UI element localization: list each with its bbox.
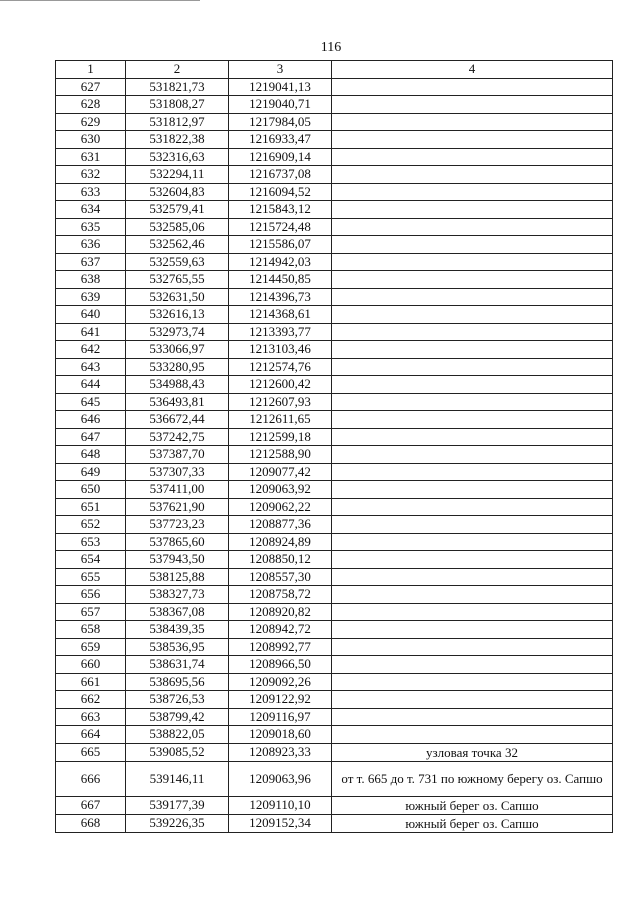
point-number-cell: 654 [56, 551, 126, 569]
table-row [56, 691, 613, 709]
x-coordinate-cell: 537242,75 [126, 428, 229, 446]
x-coordinate-cell: 538631,74 [126, 656, 229, 674]
y-coordinate-cell: 1208557,30 [229, 568, 332, 586]
x-coordinate-cell: 539177,39 [126, 796, 229, 814]
x-coordinate-cell: 532294,11 [126, 166, 229, 184]
table-row [56, 131, 613, 149]
y-coordinate-cell: 1208850,12 [229, 551, 332, 569]
x-coordinate-cell: 538439,35 [126, 621, 229, 639]
table-row [56, 796, 613, 814]
y-coordinate-cell: 1213103,46 [229, 341, 332, 359]
x-coordinate-cell: 532585,06 [126, 218, 229, 236]
x-coordinate-cell: 532604,83 [126, 183, 229, 201]
point-number-cell: 635 [56, 218, 126, 236]
y-coordinate-cell: 1212607,93 [229, 393, 332, 411]
table-row [56, 148, 613, 166]
x-coordinate-cell: 538536,95 [126, 638, 229, 656]
y-coordinate-cell: 1209063,92 [229, 481, 332, 499]
point-number-cell: 653 [56, 533, 126, 551]
description-cell [332, 673, 613, 691]
y-coordinate-cell: 1209122,92 [229, 691, 332, 709]
description-cell [332, 428, 613, 446]
x-coordinate-cell: 532559,63 [126, 253, 229, 271]
y-coordinate-cell: 1214942,03 [229, 253, 332, 271]
x-coordinate-cell: 532616,13 [126, 306, 229, 324]
x-coordinate-cell: 538327,73 [126, 586, 229, 604]
point-number-cell: 645 [56, 393, 126, 411]
y-coordinate-cell: 1217984,05 [229, 113, 332, 131]
top-edge-mark [0, 0, 200, 4]
description-cell [332, 393, 613, 411]
coordinates-table [55, 60, 613, 833]
y-coordinate-cell: 1209152,34 [229, 814, 332, 832]
point-number-cell: 666 [56, 761, 126, 796]
description-cell: от т. 665 до т. 731 по южному берегу оз. Сапшо [332, 761, 613, 796]
y-coordinate-cell: 1208920,82 [229, 603, 332, 621]
table-row [56, 341, 613, 359]
x-coordinate-cell: 531822,38 [126, 131, 229, 149]
y-coordinate-cell: 1216909,14 [229, 148, 332, 166]
y-coordinate-cell: 1209110,10 [229, 796, 332, 814]
x-coordinate-cell: 537865,60 [126, 533, 229, 551]
point-number-cell: 662 [56, 691, 126, 709]
description-cell [332, 411, 613, 429]
table-row [56, 218, 613, 236]
y-coordinate-cell: 1219041,13 [229, 78, 332, 96]
description-cell [332, 183, 613, 201]
point-number-cell: 663 [56, 708, 126, 726]
description-cell [332, 551, 613, 569]
table-row [56, 183, 613, 201]
y-coordinate-cell: 1208966,50 [229, 656, 332, 674]
description-cell [332, 603, 613, 621]
table-row [56, 393, 613, 411]
table-row [56, 166, 613, 184]
x-coordinate-cell: 532765,55 [126, 271, 229, 289]
point-number-cell: 651 [56, 498, 126, 516]
y-coordinate-cell: 1216737,08 [229, 166, 332, 184]
table-row [56, 376, 613, 394]
point-number-cell: 655 [56, 568, 126, 586]
description-cell [332, 271, 613, 289]
table-row [56, 201, 613, 219]
x-coordinate-cell: 532973,74 [126, 323, 229, 341]
table-row [56, 323, 613, 341]
description-cell [332, 358, 613, 376]
table-row [56, 253, 613, 271]
point-number-cell: 631 [56, 148, 126, 166]
description-cell [332, 621, 613, 639]
y-coordinate-cell: 1216933,47 [229, 131, 332, 149]
description-cell [332, 691, 613, 709]
x-coordinate-cell: 533280,95 [126, 358, 229, 376]
y-coordinate-cell: 1212600,42 [229, 376, 332, 394]
point-number-cell: 627 [56, 78, 126, 96]
description-cell [332, 726, 613, 744]
x-coordinate-cell: 538367,08 [126, 603, 229, 621]
y-coordinate-cell: 1215586,07 [229, 236, 332, 254]
x-coordinate-cell: 532562,46 [126, 236, 229, 254]
y-coordinate-cell: 1208992,77 [229, 638, 332, 656]
description-cell [332, 341, 613, 359]
table-row [56, 236, 613, 254]
point-number-cell: 630 [56, 131, 126, 149]
point-number-cell: 649 [56, 463, 126, 481]
table-row [56, 603, 613, 621]
y-coordinate-cell: 1209116,97 [229, 708, 332, 726]
x-coordinate-cell: 532631,50 [126, 288, 229, 306]
table-row [56, 463, 613, 481]
table-row [56, 586, 613, 604]
y-coordinate-cell: 1208758,72 [229, 586, 332, 604]
description-cell [332, 568, 613, 586]
table-row [56, 113, 613, 131]
y-coordinate-cell: 1208942,72 [229, 621, 332, 639]
table-row [56, 96, 613, 114]
y-coordinate-cell: 1216094,52 [229, 183, 332, 201]
y-coordinate-cell: 1212599,18 [229, 428, 332, 446]
x-coordinate-cell: 533066,97 [126, 341, 229, 359]
table-row [56, 726, 613, 744]
point-number-cell: 661 [56, 673, 126, 691]
x-coordinate-cell: 536493,81 [126, 393, 229, 411]
description-cell [332, 253, 613, 271]
table-row [56, 358, 613, 376]
table-row [56, 673, 613, 691]
x-coordinate-cell: 534988,43 [126, 376, 229, 394]
description-cell [332, 446, 613, 464]
description-cell [332, 586, 613, 604]
table-row [56, 516, 613, 534]
table-row [56, 656, 613, 674]
description-cell [332, 516, 613, 534]
description-cell [332, 533, 613, 551]
table-row [56, 743, 613, 761]
y-coordinate-cell: 1208877,36 [229, 516, 332, 534]
description-cell [332, 166, 613, 184]
description-cell [332, 201, 613, 219]
x-coordinate-cell: 531821,73 [126, 78, 229, 96]
table-row [56, 411, 613, 429]
y-coordinate-cell: 1219040,71 [229, 96, 332, 114]
table-row [56, 761, 613, 796]
point-number-cell: 659 [56, 638, 126, 656]
point-number-cell: 638 [56, 271, 126, 289]
x-coordinate-cell: 537387,70 [126, 446, 229, 464]
x-coordinate-cell: 531808,27 [126, 96, 229, 114]
point-number-cell: 667 [56, 796, 126, 814]
description-cell [332, 463, 613, 481]
x-coordinate-cell: 537723,23 [126, 516, 229, 534]
point-number-cell: 660 [56, 656, 126, 674]
description-cell [332, 656, 613, 674]
description-cell [332, 288, 613, 306]
x-coordinate-cell: 538125,88 [126, 568, 229, 586]
y-coordinate-cell: 1212611,65 [229, 411, 332, 429]
y-coordinate-cell: 1209077,42 [229, 463, 332, 481]
description-cell [332, 148, 613, 166]
description-cell [332, 96, 613, 114]
page-number: 116 [320, 40, 342, 55]
point-number-cell: 648 [56, 446, 126, 464]
x-coordinate-cell: 538726,53 [126, 691, 229, 709]
table-row [56, 708, 613, 726]
y-coordinate-cell: 1209092,26 [229, 673, 332, 691]
point-number-cell: 644 [56, 376, 126, 394]
point-number-cell: 629 [56, 113, 126, 131]
y-coordinate-cell: 1212574,76 [229, 358, 332, 376]
table-row [56, 271, 613, 289]
table-row [56, 306, 613, 324]
point-number-cell: 658 [56, 621, 126, 639]
description-cell [332, 236, 613, 254]
y-coordinate-cell: 1209018,60 [229, 726, 332, 744]
x-coordinate-cell: 532316,63 [126, 148, 229, 166]
column-header-2: 2 [126, 61, 229, 79]
y-coordinate-cell: 1214396,73 [229, 288, 332, 306]
point-number-cell: 641 [56, 323, 126, 341]
x-coordinate-cell: 539226,35 [126, 814, 229, 832]
x-coordinate-cell: 537307,33 [126, 463, 229, 481]
column-header-1: 1 [56, 61, 126, 79]
description-cell [332, 376, 613, 394]
x-coordinate-cell: 539146,11 [126, 761, 229, 796]
point-number-cell: 633 [56, 183, 126, 201]
table-row [56, 551, 613, 569]
x-coordinate-cell: 538695,56 [126, 673, 229, 691]
x-coordinate-cell: 536672,44 [126, 411, 229, 429]
x-coordinate-cell: 537411,00 [126, 481, 229, 499]
description-cell [332, 323, 613, 341]
point-number-cell: 637 [56, 253, 126, 271]
point-number-cell: 656 [56, 586, 126, 604]
table-row [56, 621, 613, 639]
description-cell [332, 218, 613, 236]
table-row [56, 446, 613, 464]
x-coordinate-cell: 538822,05 [126, 726, 229, 744]
point-number-cell: 634 [56, 201, 126, 219]
point-number-cell: 647 [56, 428, 126, 446]
column-header-4: 4 [332, 61, 613, 79]
x-coordinate-cell: 538799,42 [126, 708, 229, 726]
point-number-cell: 650 [56, 481, 126, 499]
description-cell [332, 306, 613, 324]
point-number-cell: 646 [56, 411, 126, 429]
table-row [56, 428, 613, 446]
point-number-cell: 668 [56, 814, 126, 832]
y-coordinate-cell: 1208923,33 [229, 743, 332, 761]
point-number-cell: 639 [56, 288, 126, 306]
table-row [56, 814, 613, 832]
y-coordinate-cell: 1213393,77 [229, 323, 332, 341]
y-coordinate-cell: 1214450,85 [229, 271, 332, 289]
point-number-cell: 632 [56, 166, 126, 184]
description-cell [332, 113, 613, 131]
y-coordinate-cell: 1215724,48 [229, 218, 332, 236]
table-row [56, 533, 613, 551]
table-row [56, 78, 613, 96]
x-coordinate-cell: 537621,90 [126, 498, 229, 516]
y-coordinate-cell: 1209063,96 [229, 761, 332, 796]
point-number-cell: 640 [56, 306, 126, 324]
column-header-3: 3 [229, 61, 332, 79]
description-cell [332, 131, 613, 149]
point-number-cell: 657 [56, 603, 126, 621]
y-coordinate-cell: 1209062,22 [229, 498, 332, 516]
table-row [56, 638, 613, 656]
description-cell [332, 481, 613, 499]
point-number-cell: 665 [56, 743, 126, 761]
y-coordinate-cell: 1212588,90 [229, 446, 332, 464]
point-number-cell: 664 [56, 726, 126, 744]
point-number-cell: 642 [56, 341, 126, 359]
y-coordinate-cell: 1208924,89 [229, 533, 332, 551]
table-row [56, 288, 613, 306]
point-number-cell: 643 [56, 358, 126, 376]
description-cell [332, 78, 613, 96]
table-header-row [56, 61, 613, 79]
x-coordinate-cell: 537943,50 [126, 551, 229, 569]
description-cell [332, 708, 613, 726]
point-number-cell: 636 [56, 236, 126, 254]
point-number-cell: 628 [56, 96, 126, 114]
x-coordinate-cell: 531812,97 [126, 113, 229, 131]
y-coordinate-cell: 1214368,61 [229, 306, 332, 324]
point-number-cell: 652 [56, 516, 126, 534]
x-coordinate-cell: 539085,52 [126, 743, 229, 761]
table-row [56, 498, 613, 516]
table-row [56, 481, 613, 499]
x-coordinate-cell: 532579,41 [126, 201, 229, 219]
description-cell: южный берег оз. Сапшо [332, 814, 613, 832]
y-coordinate-cell: 1215843,12 [229, 201, 332, 219]
description-cell [332, 498, 613, 516]
description-cell [332, 638, 613, 656]
description-cell: узловая точка 32 [332, 743, 613, 761]
description-cell: южный берег оз. Сапшо [332, 796, 613, 814]
table-body [56, 78, 613, 832]
table-row [56, 568, 613, 586]
